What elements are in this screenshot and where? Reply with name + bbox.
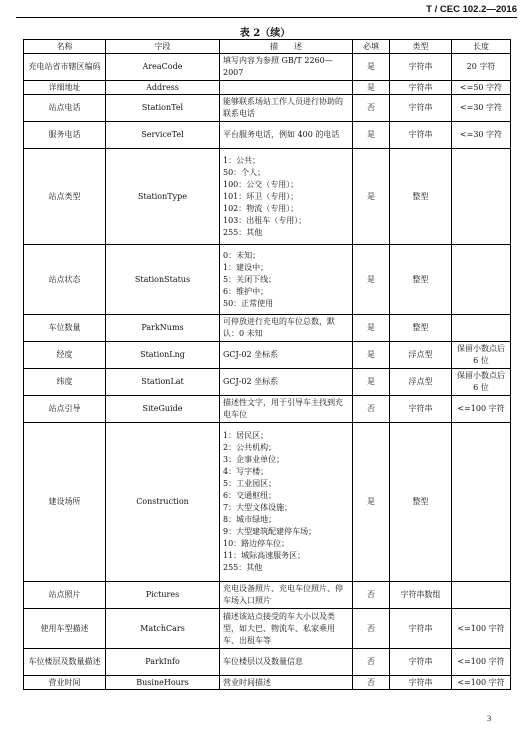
cell-type: 字符串数组 bbox=[390, 582, 452, 609]
table-row bbox=[24, 54, 511, 81]
cell-name: 车位数量 bbox=[24, 315, 106, 342]
description-line: 能够联系场站工作人员进行协助的联系电话 bbox=[223, 97, 343, 118]
cell-type: 字符串 bbox=[390, 122, 452, 149]
cell-length bbox=[452, 245, 511, 315]
cell-field: BusineHours bbox=[106, 676, 220, 690]
description-line: 描述性文字，用于引导车主找到充电车位 bbox=[223, 398, 343, 419]
description-line: 1：居民区； bbox=[223, 431, 269, 440]
cell-field: StationLng bbox=[106, 342, 220, 369]
cell-required: 是 bbox=[353, 245, 390, 315]
column-header-name: 名称 bbox=[24, 40, 106, 54]
cell-length: <=100 字符 bbox=[452, 609, 511, 649]
description-line: 描述该站点接受的车大小以及类型，如大巴、物流车、私家乘用车、出租车等 bbox=[223, 611, 335, 645]
description-line: 6：交通枢纽； bbox=[223, 491, 277, 500]
description-line: 101：环卫（专用）； bbox=[223, 191, 299, 201]
table-row bbox=[24, 149, 511, 245]
table-row bbox=[24, 369, 511, 396]
cell-field: ParkInfo bbox=[106, 649, 220, 676]
cell-description bbox=[220, 396, 353, 423]
cell-length bbox=[452, 149, 511, 245]
description-line: 3：企事业单位； bbox=[223, 455, 285, 464]
cell-name: 充电站省市辖区编码 bbox=[24, 54, 106, 81]
description-line: 11：城际高速服务区； bbox=[223, 551, 306, 560]
description-line: 5：关闭下线； bbox=[223, 274, 277, 284]
header-rule bbox=[16, 17, 517, 18]
cell-length: 20 字符 bbox=[452, 54, 511, 81]
cell-name: 车位楼层及数量描述 bbox=[24, 649, 106, 676]
description-line: 填写内容为参照 GB/T 2260—2007 bbox=[223, 56, 333, 77]
standard-id: T / CEC 102.2—2016 bbox=[426, 4, 517, 15]
table-row bbox=[24, 396, 511, 423]
table-row bbox=[24, 315, 511, 342]
table-row bbox=[24, 676, 511, 690]
description-line: 255：其他 bbox=[223, 563, 263, 572]
cell-type: 整型 bbox=[390, 245, 452, 315]
description-line: 255：其他 bbox=[223, 227, 263, 237]
cell-name: 站点电话 bbox=[24, 95, 106, 122]
cell-name: 经度 bbox=[24, 342, 106, 369]
column-header-required: 必填 bbox=[353, 40, 390, 54]
cell-type: 字符串 bbox=[390, 81, 452, 95]
cell-description bbox=[220, 245, 353, 315]
description-line: 5：工业园区； bbox=[223, 479, 277, 488]
cell-field: MatchCars bbox=[106, 609, 220, 649]
table-row bbox=[24, 649, 511, 676]
cell-length: <=100 字符 bbox=[452, 676, 511, 690]
cell-length: <=50 字符 bbox=[452, 81, 511, 95]
cell-field: ServiceTel bbox=[106, 122, 220, 149]
cell-length bbox=[452, 423, 511, 582]
cell-name: 站点类型 bbox=[24, 149, 106, 245]
table-row bbox=[24, 609, 511, 649]
description-line: 102：物流（专用）； bbox=[223, 203, 299, 213]
cell-name: 服务电话 bbox=[24, 122, 106, 149]
cell-required: 是 bbox=[353, 81, 390, 95]
description-line: 6：维护中； bbox=[223, 286, 269, 296]
cell-required: 是 bbox=[353, 122, 390, 149]
description-line: GCJ-02 坐标系 bbox=[223, 377, 279, 386]
cell-length: 保留小数点后 6 位 bbox=[452, 369, 511, 396]
cell-type: 字符串 bbox=[390, 54, 452, 81]
cell-field: SiteGuide bbox=[106, 396, 220, 423]
cell-name: 详细地址 bbox=[24, 81, 106, 95]
cell-type: 字符串 bbox=[390, 396, 452, 423]
cell-field: StationType bbox=[106, 149, 220, 245]
cell-required: 否 bbox=[353, 676, 390, 690]
column-header-type: 类型 bbox=[390, 40, 452, 54]
table-row bbox=[24, 81, 511, 95]
description-line: 营业时间描述 bbox=[223, 677, 271, 687]
cell-required: 是 bbox=[353, 369, 390, 396]
description-line: 车位楼层以及数量信息 bbox=[223, 657, 303, 666]
cell-description bbox=[220, 582, 353, 609]
column-header-length: 长度 bbox=[452, 40, 511, 54]
cell-required: 否 bbox=[353, 582, 390, 609]
description-line: 103：出租车（专用）； bbox=[223, 215, 307, 225]
cell-description bbox=[220, 95, 353, 122]
cell-required: 否 bbox=[353, 649, 390, 676]
table-row bbox=[24, 423, 511, 582]
description-line: 50：正常使用 bbox=[223, 298, 274, 308]
description-line: 1：建设中； bbox=[223, 262, 269, 272]
cell-required: 是 bbox=[353, 342, 390, 369]
description-line: 充电设备照片、充电车位照片、停车场入口照片 bbox=[223, 584, 343, 605]
description-line: 9：大型建筑配建停车场； bbox=[223, 527, 317, 536]
cell-field: StationTel bbox=[106, 95, 220, 122]
cell-length: <=100 字符 bbox=[452, 649, 511, 676]
cell-field: ParkNums bbox=[106, 315, 220, 342]
cell-type: 整型 bbox=[390, 315, 452, 342]
cell-description bbox=[220, 342, 353, 369]
table-row bbox=[24, 245, 511, 315]
cell-required: 是 bbox=[353, 423, 390, 582]
cell-required: 是 bbox=[353, 54, 390, 81]
table-row bbox=[24, 342, 511, 369]
cell-description bbox=[220, 369, 353, 396]
cell-description bbox=[220, 676, 353, 690]
cell-field: StationLat bbox=[106, 369, 220, 396]
cell-name: 建设场所 bbox=[24, 423, 106, 582]
description-line: 1：公共； bbox=[223, 155, 261, 165]
cell-description bbox=[220, 423, 353, 582]
table-header-row bbox=[24, 40, 511, 54]
cell-type: 整型 bbox=[390, 149, 452, 245]
cell-type: 整型 bbox=[390, 423, 452, 582]
cell-name: 纬度 bbox=[24, 369, 106, 396]
field-spec-table bbox=[23, 39, 511, 690]
table-row bbox=[24, 582, 511, 609]
description-line: 2：公共机构； bbox=[223, 443, 277, 452]
cell-description bbox=[220, 122, 353, 149]
page-number: 3 bbox=[487, 713, 492, 723]
description-line: 可停放进行充电的车位总数，默认：0 未知 bbox=[223, 317, 335, 338]
table-caption: 表 2（续） bbox=[239, 28, 291, 39]
cell-description bbox=[220, 315, 353, 342]
table-row bbox=[24, 95, 511, 122]
description-line: 平台服务电话，例如 400 的电话 bbox=[223, 130, 340, 139]
cell-description bbox=[220, 649, 353, 676]
cell-name: 营业时间 bbox=[24, 676, 106, 690]
cell-required: 是 bbox=[353, 149, 390, 245]
cell-description bbox=[220, 609, 353, 649]
cell-name: 使用车型描述 bbox=[24, 609, 106, 649]
cell-length: 保留小数点后 6 位 bbox=[452, 342, 511, 369]
cell-length bbox=[452, 582, 511, 609]
cell-required: 否 bbox=[353, 95, 390, 122]
cell-type: 字符串 bbox=[390, 676, 452, 690]
cell-name: 站点引导 bbox=[24, 396, 106, 423]
column-header-description: 描 述 bbox=[220, 40, 353, 54]
cell-type: 字符串 bbox=[390, 609, 452, 649]
cell-field: AreaCode bbox=[106, 54, 220, 81]
description-line: 100：公交（专用）； bbox=[223, 179, 299, 189]
description-line: GCJ-02 坐标系 bbox=[223, 350, 279, 359]
description-line: 4：写字楼； bbox=[223, 467, 269, 476]
cell-required: 否 bbox=[353, 609, 390, 649]
cell-length: <=100 字符 bbox=[452, 396, 511, 423]
cell-type: 字符串 bbox=[390, 649, 452, 676]
cell-required: 否 bbox=[353, 396, 390, 423]
cell-description bbox=[220, 149, 353, 245]
description-line: 10：路边停车位； bbox=[223, 539, 290, 548]
cell-name: 站点状态 bbox=[24, 245, 106, 315]
cell-length bbox=[452, 315, 511, 342]
cell-type: 浮点型 bbox=[390, 342, 452, 369]
cell-field: StationStatus bbox=[106, 245, 220, 315]
cell-field: Pictures bbox=[106, 582, 220, 609]
cell-type: 字符串 bbox=[390, 95, 452, 122]
description-line: 8：城市绿地； bbox=[223, 515, 277, 524]
cell-field: Address bbox=[106, 81, 220, 95]
cell-description bbox=[220, 54, 353, 81]
cell-type: 浮点型 bbox=[390, 369, 452, 396]
cell-name: 站点照片 bbox=[24, 582, 106, 609]
cell-required: 是 bbox=[353, 315, 390, 342]
table-body bbox=[24, 54, 511, 690]
description-line: 0：未知； bbox=[223, 250, 261, 260]
cell-length: <=30 字符 bbox=[452, 95, 511, 122]
cell-description bbox=[220, 81, 353, 95]
description-line: 7：大型文体设施； bbox=[223, 503, 293, 512]
description-line: 50：个人； bbox=[223, 167, 266, 177]
table-row bbox=[24, 122, 511, 149]
cell-length: <=30 字符 bbox=[452, 122, 511, 149]
column-header-field: 字段 bbox=[106, 40, 220, 54]
cell-field: Construction bbox=[106, 423, 220, 582]
